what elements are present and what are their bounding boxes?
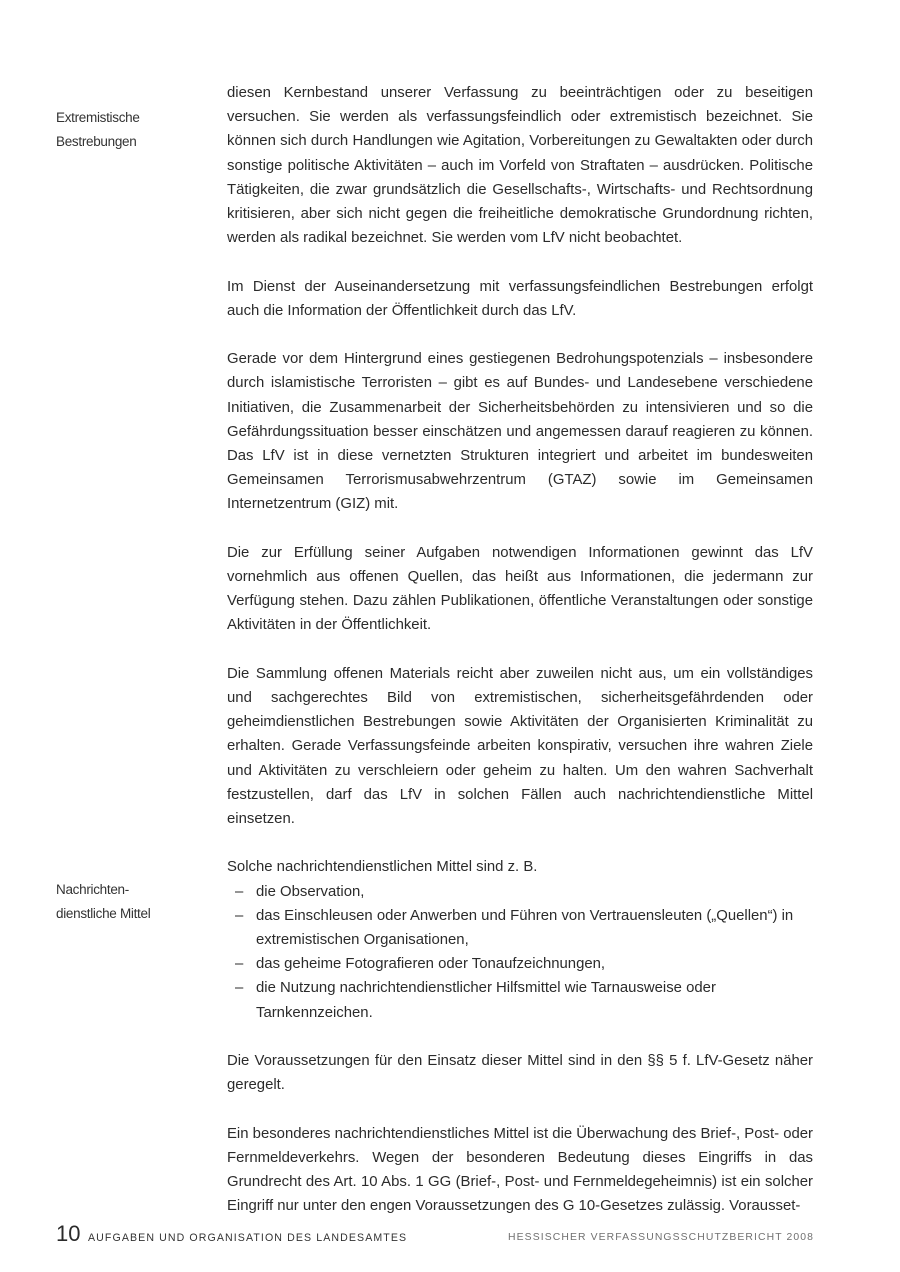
margin-note-extremist <box>56 106 196 154</box>
margin-note-intelligence <box>56 878 196 926</box>
margin-note-line: dienstliche Mittel <box>56 906 151 921</box>
list-item-text: das Einschleusen oder Anwerben und Führen von Vertrauensleuten („Quellen“) in extremistischen Organisationen, <box>256 907 794 949</box>
chapter-title: AUFGABEN UND ORGANISATION DES LANDESAMTES <box>88 1232 408 1244</box>
paragraph: Die Voraussetzungen für den Einsatz dieser Mittel sind in den §§ 5 f. LfV-Gesetz näher geregelt. <box>227 1053 813 1094</box>
paragraph: diesen Kernbestand unserer Verfassung zu beeinträchtigen oder zu beseitigen versuchen. Sie werden als verfassungsfeindlich oder extremistisch bezeichnet. Sie können sich durch Handlungen wie Agitation, Vorbereitungen zu Gewaltakten oder durch sonstige politische Aktivitäten – auch im Vorfeld von Straftaten – ausdrücken. Politische Tätigkeiten, die zwar grundsätzlich die Gesellschafts-, Wirtschafts- und Rechtsordnung kritisieren, aber sich nicht gegen die freiheitliche demokratische Grundordnung richten, werden als radikal bezeichnet. Sie werden vom LfV nicht beobachtet. <box>227 85 813 247</box>
list-item <box>227 880 813 904</box>
list-item-text: die Nutzung nachrichtendienstlicher Hilfsmittel wie Tarnausweise oder Tarnkennzeichen. <box>256 980 716 1021</box>
paragraph: Im Dienst der Auseinandersetzung mit verfassungsfeindlichen Bestrebungen erfolgt auch die Information der Öffentlichkeit durch das LfV. <box>227 278 813 319</box>
list-item-text: die Observation, <box>256 883 365 900</box>
dash-bullet: – <box>235 956 244 973</box>
page-footer <box>56 1221 814 1251</box>
report-title: HESSISCHER VERFASSUNGSSCHUTZBERICHT 2008 <box>508 1232 814 1243</box>
page-number: 10 <box>56 1221 81 1246</box>
margin-note-line: Extremistische <box>56 110 140 125</box>
dash-bullet: – <box>235 980 244 997</box>
list-intro: Solche nachrichtendienstlichen Mittel sind z. B. <box>227 859 538 876</box>
margin-note-line: Bestrebungen <box>56 134 137 149</box>
methods-list <box>227 880 813 1025</box>
list-item <box>227 976 813 1024</box>
paragraph: Die zur Erfüllung seiner Aufgaben notwendigen Informationen gewinnt das LfV vornehmlich aus offenen Quellen, das heißt aus Informationen, die jedermann zur Verfügung stehen. Dazu zählen Publikationen, öffentliche Veranstaltungen oder sonstige Aktivitäten in der Öffentlichkeit. <box>227 544 813 634</box>
paragraph: Ein besonderes nachrichtendienstliches Mittel ist die Überwachung des Brief-, Post- oder Fernmeldeverkehrs. Wegen der besonderen Bedeutung dieses Eingriffs in das Grundrecht des Art. 10 Abs. 1 GG (Brief-, Post- und Fernmeldegeheimnis) ist ein solcher Eingriff nur unter den engen Voraussetzungen des G 10-Gesetzes zulässig. Vorausset- <box>227 1125 813 1215</box>
list-item-text: das geheime Fotografieren oder Tonaufzeichnungen, <box>256 956 606 973</box>
dash-bullet: – <box>235 883 244 900</box>
list-item <box>227 904 813 952</box>
dash-bullet: – <box>235 907 244 924</box>
body-text <box>227 81 813 1243</box>
paragraph: Gerade vor dem Hintergrund eines gestiegenen Bedrohungspotenzials – insbesondere durch islamistische Terroristen – gibt es auf Bundes- und Landesebene verschiedene Initiativen, die Zusammenarbeit der Sicherheitsbehörden zu intensivieren und so die Gefährdungssituation besser einschätzen und angemessen darauf reagieren zu können. Das LfV ist in diese vernetzten Strukturen integriert und arbeitet im bundesweiten Gemeinsamen Terrorismusabwehrzentrum (GTAZ) sowie im Gemeinsamen Internetzentrum (GIZ) mit. <box>227 351 813 513</box>
paragraph: Die Sammlung offenen Materials reicht aber zuweilen nicht aus, um ein vollständiges und sachgerechtes Bild von extremistischen, sicherheitsgefährdenden oder geheimdienstlichen Bestrebungen sowie Aktivitäten der Organisierten Kriminalität zu erhalten. Gerade Verfassungsfeinde arbeiten konspirativ, versuchen ihre wahren Ziele und Aktivitäten zu verschleiern oder geheim zu halten. Um den wahren Sachverhalt festzustellen, darf das LfV in solchen Fällen auch nachrichtendienstliche Mittel einsetzen. <box>227 665 813 828</box>
margin-note-line: Nachrichten- <box>56 882 129 897</box>
list-item <box>227 952 813 976</box>
